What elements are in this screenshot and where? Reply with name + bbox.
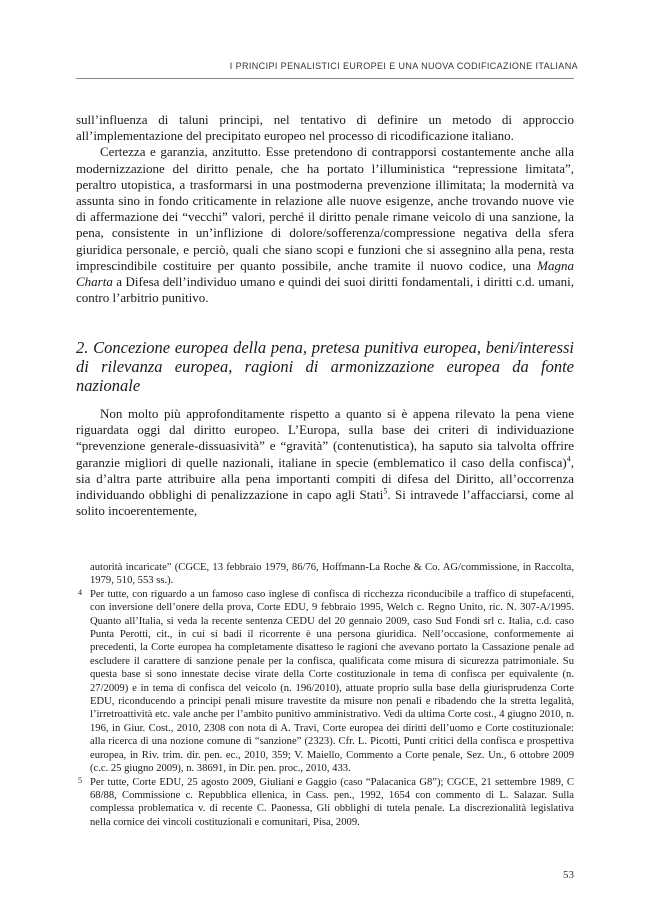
footnote-5-number: 5	[78, 775, 82, 785]
section-heading: 2. Concezione europea della pena, pretesa punitiva europea, beni/interessi di rilevanza europea, ragioni di armonizzazione europea da fonte nazionale	[76, 338, 574, 395]
footnote-4-text: Per tutte, con riguardo a un famoso caso inglese di confisca di ricchezza riconducibile a traffico di stupefacenti, con inversione dell’onere della prova, Corte EDU, 9 febbraio 1995, Welch c. Regno Unito, ric. N. 307-A/1995. Quanto all’Italia, si veda la recente sentenza CEDU del 20 gennaio 2009, caso Sud Fondi srl c. Italia, c.d. caso Punta Perotti, cit., in cui si badi il ricorrente è una persona giuridica. Nell’occasione, conformemente ai precedenti, la Corte europea ha completamente disatteso le ragioni che avevano portato la Cassazione penale ad escludere il carattere di sanzione penale per la confisca, qualificata come misura di sicurezza patrimoniale. Su questa base si sono innestate decise virate della Corte costituzionale in tema di confisca per equivalente (n. 27/2009) e in tema di confisca del veicolo (n. 196/2010), attuate proprio sulla base della giurisprudenza Corte EDU, riconducendo a principi penali misure travestite da misure non penali e ribadendo che la stretta legalità, l’irretroattività etc. vale anche per l’ambito punitivo amministrativo. Vedi da ultima Corte cost., 4 giugno 2010, n. 196, in Giur. Cost., 2010, 2308 con nota di A. Travi, Corte europea dei diritti dell’uomo e Corte costituzionale: alla ricerca di una nozione comune di “sanzione” (2323). Cfr. L. Picotti, Punti critici della confisca e prospettiva europea, in Riv. trim. dir. pen. ec., 2010, 359; V. Maiello, Commento a Corte penale, Sez. Un., 6 ottobre 2009 (c.c. 25 giugno 2009), n. 38691, in Dir. pen. proc., 2010, 433.	[90, 588, 574, 775]
header-rule	[76, 78, 574, 79]
running-header: I PRINCIPI PENALISTICI EUROPEI E UNA NUOVA CODIFICAZIONE ITALIANA	[229, 61, 578, 71]
body-top	[76, 112, 574, 306]
paragraph-2-text-b: a Difesa dell’individuo umano e quindi dei suoi diritti fondamentali, i diritti c.d. umani, contro l’arbitrio punitivo.	[76, 274, 574, 306]
footnote-continuation: autorità incaricate” (CGCE, 13 febbraio 1979, 86/76, Hoffmann-La Roche & Co. AG/commissione, in Raccolta, 1979, 510, 553 ss.).	[90, 562, 574, 587]
paragraph-3-text-a: Non molto più approfonditamente rispetto a quanto si è appena rilevato la pena viene riguardata oggi dal diritto europeo. L’Europa, sulla base dei criteri di individuazione “prevenzione generale-dissuasività” e “gravità” (contenutistica), ha saputo sia talvolta offrire garanzie migliori di quelle nazionali, italiane in specie (emblematico il caso della confisca)	[76, 406, 574, 470]
footnote-4	[76, 588, 574, 776]
footnote-ref-4[interactable]: 4	[566, 454, 571, 464]
paragraph-2-italic: Magna Charta	[76, 257, 574, 290]
paragraph-2	[76, 144, 574, 306]
paragraph-3-text-b: , sia d’altra parte attribuire alla pena importanti compiti di difesa del Diritto, all’occorrenza individuando obblighi di penalizzazione in capo agli Stati	[76, 454, 574, 503]
footnote-4-number: 4	[78, 587, 82, 597]
paragraph-3-text-c: . Si intravede l’affacciarsi, come al solito incoerentemente,	[76, 487, 574, 519]
body-bottom	[76, 406, 574, 519]
footnotes	[76, 561, 574, 829]
paragraph-2-text-a: Certezza e garanzia, anzitutto. Esse pretendono di contrapporsi costantemente anche alla modernizzazione del diritto penale, che ha portato l’illuministica “repressione limitata”, peraltro utopistica, a trasformarsi in una postmoderna prevenzione illimitata; la modernità va assunta sino in fondo criticamente in relazione alle nuove esigenze, anche trovando nuove vie di affermazione dei “vecchi” valori, perché il diritto penale rimane veicolo di una sanzione, la pena, consistente in un’inflizione di dolore/sofferenza/compressione negativa della sfera giuridica personale, e perciò, quali che siano scopi e funzioni che si assegnino alla pena, resta imprescindibile costituire per quanto possibile, anche tramite il nuovo codice, una	[76, 144, 574, 273]
footnote-5	[76, 776, 574, 830]
footnote-ref-5[interactable]: 5	[383, 486, 388, 496]
paragraph-3	[76, 406, 574, 519]
footnote-5-text: Per tutte, Corte EDU, 25 agosto 2009, Giuliani e Gaggio (caso “Palacanica G8”); CGCE, 21 settembre 1989, C 68/88, Commissione c. Repubblica ellenica, in Cass. pen., 1992, 1654 con commento di L. Salazar. Sulla complessa problematica v. di recente C. Paonessa, Gli obblighi di tutela penale. La discrezionalità legislativa nella cornice dei vincoli costituzionali e comunitari, Pisa, 2009.	[90, 776, 574, 828]
paragraph-1: sull’influenza di taluni principi, nel tentativo di definire un metodo di approccio all’implementazione del precipitato europeo nel processo di ricodificazione italiano.	[76, 112, 574, 144]
page-number: 53	[563, 869, 574, 881]
